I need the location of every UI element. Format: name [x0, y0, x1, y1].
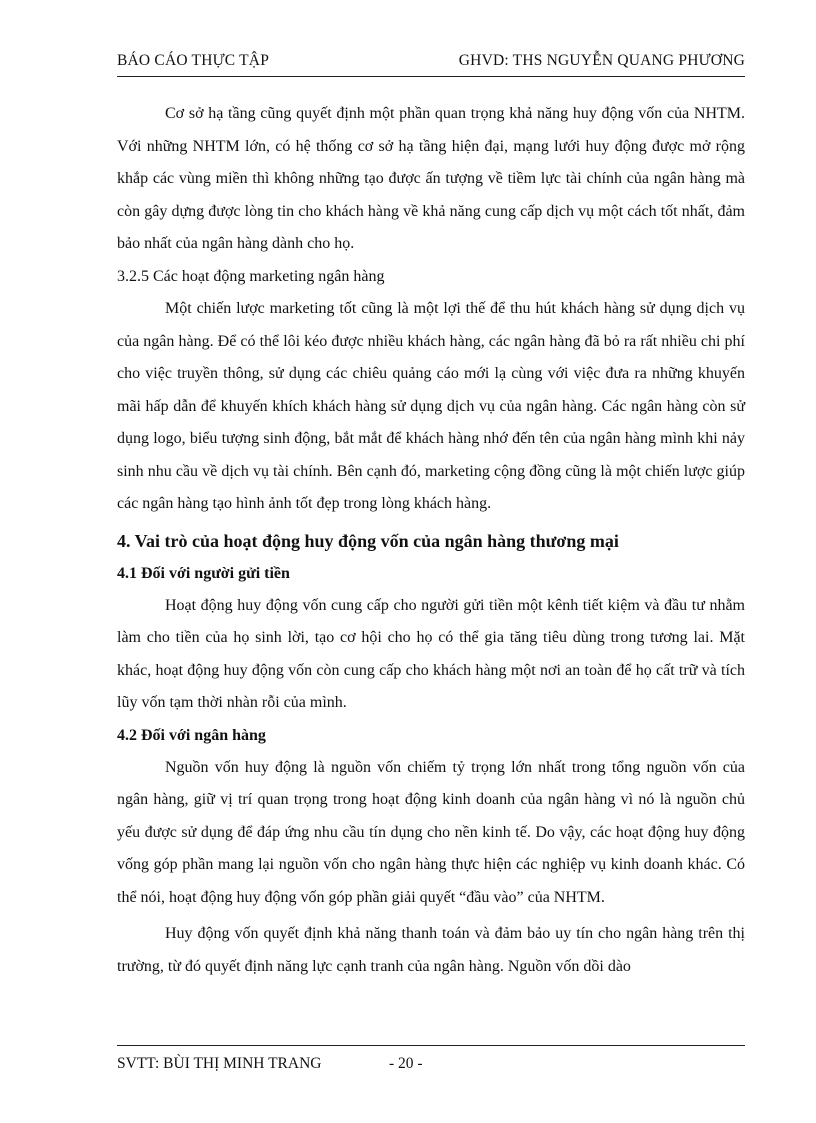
report-title: BÁO CÁO THỰC TẬP	[117, 52, 270, 69]
subsection-heading-3-2-5: 3.2.5 Các hoạt động marketing ngân hàng	[117, 267, 385, 285]
section-heading-4: 4. Vai trò của hoạt động huy động vốn của ngân hàng thương mại	[117, 530, 619, 551]
header-divider	[117, 76, 745, 77]
section-heading-4-1: 4.1 Đối với người gửi tiền	[117, 564, 290, 582]
paragraph-depositors: Hoạt động huy động vốn cung cấp cho người gửi tiền một kênh tiết kiệm và đầu tư nhằm làm cho tiền của họ sinh lời, tạo cơ hội cho họ có thể gia tăng tiêu dùng trong tương lai. Mặt khác, hoạt động huy động vốn còn cung cấp cho khách hàng một nơi an toàn để họ cất trữ và tích lũy vốn tạm thời nhàn rỗi của mình.	[117, 596, 745, 711]
footer-divider	[117, 1045, 745, 1046]
advisor-name: GHVD: THS NGUYỄN QUANG PHƯƠNG	[458, 52, 745, 69]
page-number: - 20 -	[389, 1055, 423, 1072]
section-heading-4-2: 4.2 Đối với ngân hàng	[117, 726, 266, 744]
student-name: SVTT: BÙI THỊ MINH TRANG	[117, 1055, 322, 1072]
page-header	[117, 52, 745, 70]
paragraph-bank-role: Nguồn vốn huy động là nguồn vốn chiếm tỷ trọng lớn nhất trong tổng nguồn vốn của ngân hàng, giữ vị trí quan trọng trong hoạt động kinh doanh của ngân hàng vì nó là nguồn chủ yếu được sử dụng để đáp ứng nhu cầu tín dụng cho nền kinh tế. Do vậy, các hoạt động huy động vống góp phần mang lại nguồn vốn cho ngân hàng thực hiện các nghiệp vụ kinh doanh khác. Có thể nói, hoạt động huy động vốn góp phần giải quyết “đầu vào” của NHTM.	[117, 758, 745, 906]
page-body	[117, 98, 745, 983]
paragraph-infrastructure: Cơ sở hạ tầng cũng quyết định một phần quan trọng khả năng huy động vốn của NHTM. Với những NHTM lớn, có hệ thống cơ sở hạ tầng hiện đại, mạng lưới huy động được mở rộng khắp các vùng miền thì không những tạo được ấn tượng về tiềm lực tài chính của ngân hàng mà còn gây dựng được lòng tin cho khách hàng về khả năng cung cấp dịch vụ một cách tốt nhất, đảm bảo nhất của ngân hàng dành cho họ.	[117, 105, 745, 252]
page-footer	[117, 1055, 423, 1073]
paragraph-marketing: Một chiến lược marketing tốt cũng là một lợi thế để thu hút khách hàng sử dụng dịch vụ của ngân hàng. Để có thể lôi kéo được nhiều khách hàng, các ngân hàng đã bỏ ra rất nhiều chi phí cho việc truyền thông, sử dụng các chiêu quảng cáo mới lạ cùng với việc đưa ra những khuyến mãi hấp dẫn để khuyến khích khách hàng sử dụng dịch vụ của ngân hàng. Các ngân hàng còn sử dụng logo, biểu tượng sinh động, bắt mắt để khách hàng nhớ đến tên của ngân hàng mình khi nảy sinh nhu cầu về dịch vụ tài chính. Bên cạnh đó, marketing cộng đồng cũng là một chiến lược giúp các ngân hàng tạo hình ảnh tốt đẹp trong lòng khách hàng.	[117, 300, 745, 512]
paragraph-liquidity: Huy động vốn quyết định khả năng thanh toán và đảm bảo uy tín cho ngân hàng trên thị trường, từ đó quyết định năng lực cạnh tranh của ngân hàng. Nguồn vốn dồi dào	[117, 925, 745, 975]
